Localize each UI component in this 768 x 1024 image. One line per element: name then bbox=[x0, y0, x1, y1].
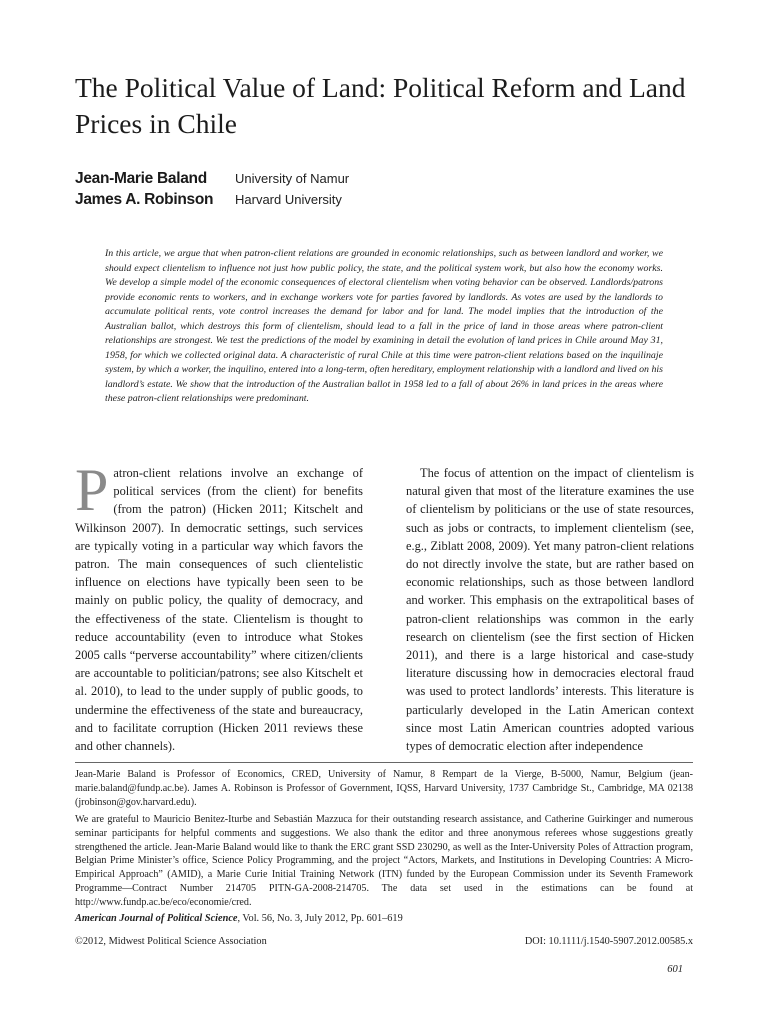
author-affiliation: University of Namur bbox=[235, 171, 350, 186]
citation-details: , Vol. 56, No. 3, July 2012, Pp. 601–619 bbox=[237, 913, 403, 924]
author-affiliation: Harvard University bbox=[235, 192, 342, 207]
article-title: The Political Value of Land: Political Reform and Land Prices in Chile bbox=[75, 72, 686, 139]
body-text-right: The focus of attention on the impact of clientelism is natural given that most of the literature examines the use of clientelism by politicians or the use of state resources, such as jobs or contracts, to implement clientelism (see, e.g., Ziblatt 2008, 2009). Yet many patron-client relations do not directly involve the state, but are rather based on economic relationships, such as those between landlord and worker. This emphasis on the extrapolitical bases of patron-client relationships was common in the early research on clientelism (see the first section of Hicken 2011), and there is a large historical and case-study literature discussing how in democracies electoral fraud was used to protect landlords’ interests. This literature is particularly developed in the Latin American context since most Latin American countries adopted various types of democratic election after independence bbox=[406, 466, 694, 754]
body-text-left: atron-client relations involve an exchange of political services (from the client) for benefits (from the patron) (Hicken 2011; Kitschelt and Wilkinson 2007). In democratic settings, such services are typically voting in a particular way which favors the patron. The main consequences of such clientelistic influence on elections have typically been seen to be mainly on public policy, the quality of democracy, and the effectiveness of the state. Clientelism is thought to reduce accountability (even to introduce what Stokes 2005 calls “perverse accountability” where citizen/clients are accountable to politician/patrons; see also Kitschelt et al. 2010), to lead to the under supply of public goods, to undermine the effectiveness of the state and bureaucracy, and to facilitate corruption (Hicken 2011 reviews these and other channels). bbox=[75, 466, 363, 754]
author-name: Jean-Marie Baland bbox=[75, 170, 207, 187]
copyright-notice: ©2012, Midwest Political Science Association bbox=[75, 936, 267, 947]
author-name: James A. Robinson bbox=[75, 191, 214, 208]
footnote-affiliations: Jean-Marie Baland is Professor of Economics, CRED, University of Namur, 8 Rempart de la Vierge, B-5000, Namur, Belgium (jean-marie.baland@fundp.ac.be). James A. Robinson is Professor of Government, IQSS, Harvard University, 1737 Cambridge St., Cambridge, MA 02138 (jrobinson@gov.harvard.edu). bbox=[75, 769, 693, 808]
drop-cap: P bbox=[75, 457, 109, 523]
journal-citation bbox=[75, 912, 403, 926]
footnote-acknowledgments: We are grateful to Mauricio Benitez-Iturbe and Sebastián Mazzuca for their outstanding research assistance, and Catherine Guirkinger and numerous seminar participants for helpful comments and suggestions. We also thank the editor and three anonymous referees whose suggestions greatly strengthened the article. Jean-Marie Baland would like to thank the ERC grant SSD 230290, as well as the Inter-University Poles of Attraction program, Belgian Prime Minister’s office, Science Policy Programming, and the project “Actors, Markets, and Institutions in Developing Countries: A Micro-Empirical Approach” (AMID), a Marie Curie Initial Training Network (ITN) funded by the European Commission under its Seventh Framework Programme—Contract Number 214705 PITN-GA-2008-214705. The data set used in the estimations can be found at http://www.fundp.ac.be/eco/economie/cred. bbox=[75, 814, 693, 908]
doi: DOI: 10.1111/j.1540-5907.2012.00585.x bbox=[524, 936, 693, 947]
abstract: In this article, we argue that when patron-client relations are grounded in economic relationships, such as between landlord and worker, we should expect clientelism to influence not just how public policy, the state, and the political system work, but also how the economy works. We develop a simple model of the economic consequences of electoral clientelism when voting behavior can be observed. Landlords/patrons provide economic rents to workers, and in exchange workers vote for parties favored by landlords. As votes are used by the landlords to accumulate political rents, vote control increases the demand for labor and for land. The model implies that the introduction of the Australian ballot, which destroys this form of clientelism, should lead to a fall in the price of land in those areas where patron-client relationships are strongest. We test the predictions of the model by examining in detail the evolution of land prices in Chile around May 31, 1958, for which we collected original data. A characteristic of rural Chile at this time were patron-client relations based on the inquilinaje system, by which a worker, the inquilino, entered into a long-term, often hereditary, employment relationship with a landlord and lived on his landlord’s estate. We show that the introduction of the Australian ballot in 1958 led to a fall of about 26% in land prices in the areas where these patron-client relationships were predominant. bbox=[105, 248, 663, 405]
author-list bbox=[75, 168, 349, 210]
footnote-divider bbox=[75, 762, 693, 763]
journal-name: American Journal of Political Science bbox=[75, 913, 238, 924]
page-number: 601 bbox=[667, 964, 683, 975]
body-column-left bbox=[75, 457, 363, 755]
body-column-right bbox=[406, 464, 694, 755]
